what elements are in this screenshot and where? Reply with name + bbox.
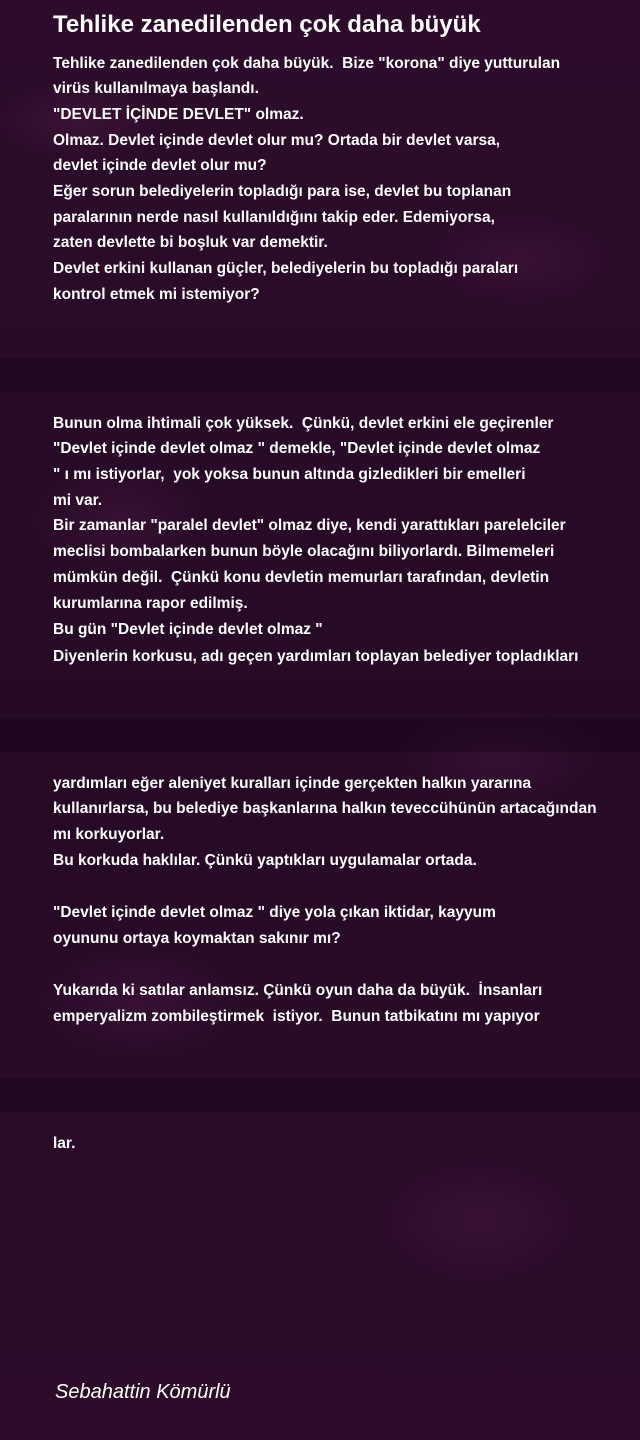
poem-line: Tehlike zanedilenden çok daha büyük. Bize "korona" diye yutturulan bbox=[53, 55, 561, 72]
poem-title: Tehlike zanedilenden çok daha büyük bbox=[53, 11, 481, 38]
poem-line: Bu korkuda haklılar. Çünkü yaptıkları uygulamalar ortada. bbox=[53, 852, 477, 869]
poem-line: devlet içinde devlet olur mu? bbox=[53, 157, 267, 174]
poem-line: Yukarıda ki satılar anlamsız. Çünkü oyun daha da büyük. İnsanları bbox=[53, 982, 543, 999]
poem-line: "DEVLET İÇİNDE DEVLET" olmaz. bbox=[53, 106, 304, 123]
poem-line: Bir zamanlar "paralel devlet" olmaz diye, kendi yarattıkları parelelciler bbox=[53, 517, 566, 534]
background-band-3 bbox=[0, 1078, 640, 1112]
poem-line: "Devlet içinde devlet olmaz " diye yola çıkan iktidar, kayyum bbox=[53, 904, 496, 921]
background-band-2 bbox=[0, 718, 640, 752]
poem-line: "Devlet içinde devlet olmaz " demekle, "Devlet içinde devlet olmaz bbox=[53, 440, 541, 457]
poem-line: paralarının nerde nasıl kullanıldığını takip eder. Edemiyorsa, bbox=[53, 209, 495, 226]
poem-line: yardımları eğer aleniyet kuralları içinde gerçekten halkın yararına bbox=[53, 775, 532, 792]
poem-line: zaten devlette bi boşluk var demektir. bbox=[53, 234, 328, 251]
poem-line: emperyalizm zombileştirmek istiyor. Bunun tatbikatını mı yapıyor bbox=[53, 1008, 540, 1025]
poem-line: mümkün değil. Çünkü konu devletin memurları tarafından, devletin bbox=[53, 569, 550, 586]
poem-line: kullanırlarsa, bu belediye başkanlarına halkın teveccühünün artacağından bbox=[53, 800, 597, 817]
background-band-1 bbox=[0, 358, 640, 392]
poem-line: virüs kullanılmaya başlandı. bbox=[53, 80, 259, 97]
poem-line: mi var. bbox=[53, 492, 103, 509]
poem-line: mı korkuyorlar. bbox=[53, 826, 165, 843]
poem-line: kurumlarına rapor edilmiş. bbox=[53, 595, 248, 612]
author-name: Sebahattin Kömürlü bbox=[55, 1381, 231, 1403]
poem-line: lar. bbox=[53, 1135, 76, 1152]
poem-line: Devlet erkini kullanan güçler, belediyelerin bu topladığı paraları bbox=[53, 260, 519, 277]
poem-line: Bunun olma ihtimali çok yüksek. Çünkü, devlet erkini ele geçirenler bbox=[53, 415, 554, 432]
poem-line: oyununu ortaya koymaktan sakınır mı? bbox=[53, 930, 341, 947]
poem-line: " ı mı istiyorlar, yok yoksa bunun altında gizledikleri bir emelleri bbox=[53, 466, 526, 483]
poem-line: Eğer sorun belediyelerin topladığı para ise, devlet bu toplanan bbox=[53, 183, 512, 200]
poem-line: Diyenlerin korkusu, adı geçen yardımları toplayan belediyer topladıkları bbox=[53, 648, 579, 665]
poem-line: kontrol etmek mi istemiyor? bbox=[53, 286, 260, 303]
poem-line: Olmaz. Devlet içinde devlet olur mu? Ortada bir devlet varsa, bbox=[53, 132, 501, 149]
poem-line: Bu gün "Devlet içinde devlet olmaz " bbox=[53, 621, 323, 638]
poem-line: meclisi bombalarken bunun böyle olacağını biliyorlardı. Bilmemeleri bbox=[53, 543, 555, 560]
